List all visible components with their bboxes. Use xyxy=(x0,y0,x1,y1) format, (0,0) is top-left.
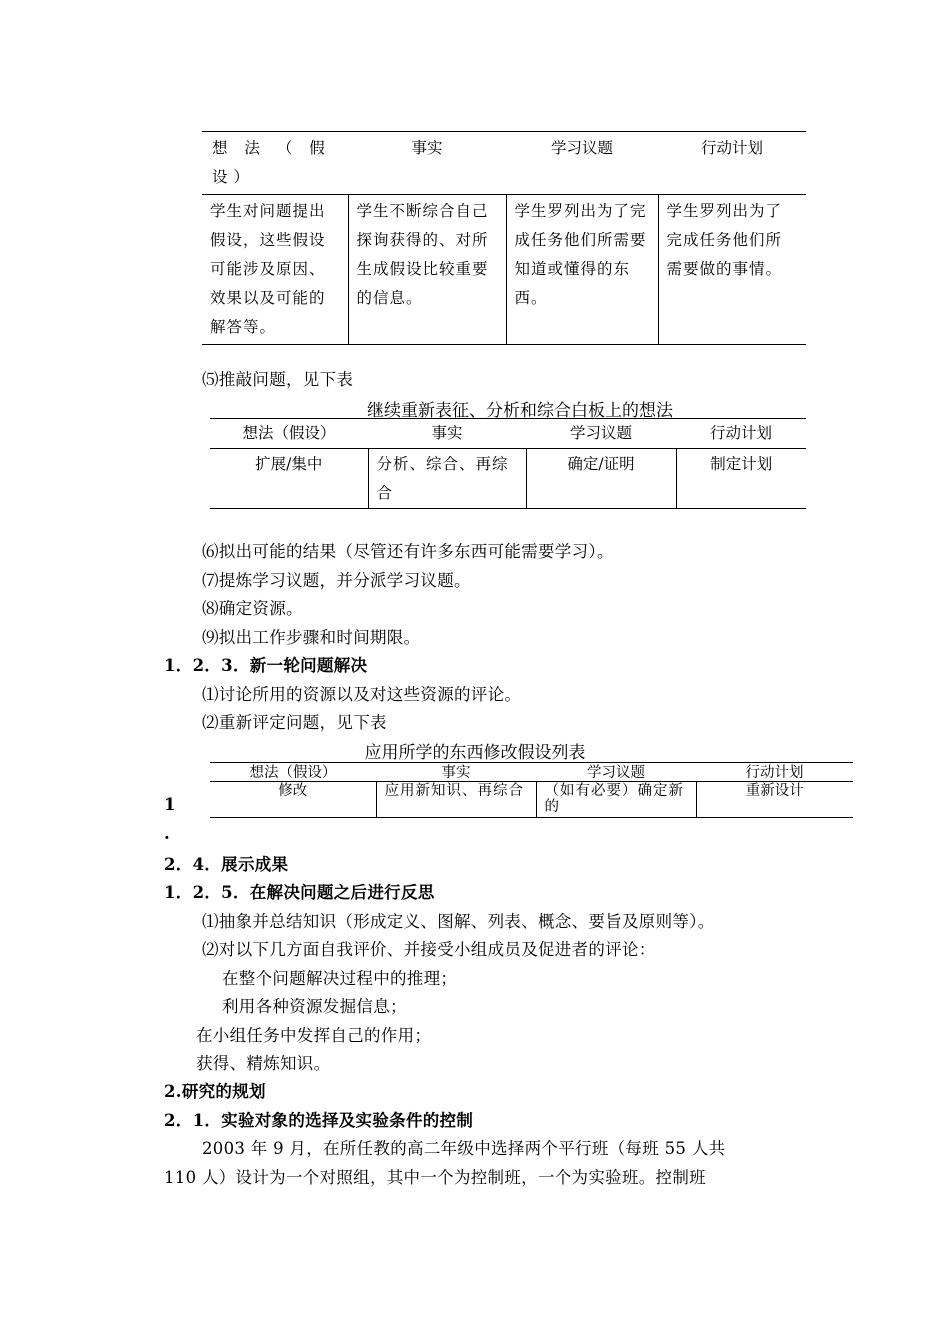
table1-cell-learning-issues: 学生罗列出为了完成任务他们所需要知道或懂得的东西。 xyxy=(506,195,658,345)
table1-header-action-plan: 行动计划 xyxy=(658,132,806,195)
table1-cell-facts: 学生不断综合自己探询获得的、对所生成假设比较重要的信息。 xyxy=(348,195,506,345)
table1-header-learning-issues: 学习议题 xyxy=(506,132,658,195)
heading-1-2-5: 1．2．5．在解决问题之后进行反思 xyxy=(164,883,435,902)
item-125-1: ⑴抽象并总结知识（形成定义、图解、列表、概念、要旨及原则等）。 xyxy=(202,912,715,931)
refine-table xyxy=(210,418,806,509)
table3-cell-learning-issues: （如有必要）确定新的 xyxy=(536,782,696,818)
sub-item-4: 获得、精炼知识。 xyxy=(196,1054,331,1073)
table2-cell-learning-issues: 确定/证明 xyxy=(526,449,676,509)
sub-item-2: 利用各种资源发掘信息； xyxy=(222,997,407,1016)
heading-2-1: 2．1．实验对象的选择及实验条件的控制 xyxy=(164,1111,474,1130)
item-9: ⑼拟出工作步骤和时间期限。 xyxy=(202,628,421,647)
table1-header-hypothesis: 想 法 （ 假 设） xyxy=(202,132,348,195)
table3-header-learning-issues: 学习议题 xyxy=(536,763,696,782)
item-6: ⑹拟出可能的结果（尽管还有许多东西可能需要学习）。 xyxy=(202,542,614,561)
table1-cell-hypothesis: 学生对问题提出假设，这些假设可能涉及原因、效果以及可能的解答等。 xyxy=(202,195,348,345)
table2-cell-hypothesis: 扩展/集中 xyxy=(210,449,368,509)
item-123-2: ⑵重新评定问题，见下表 xyxy=(202,713,387,732)
item-123-1: ⑴讨论所用的资源以及对这些资源的评论。 xyxy=(202,685,522,704)
table3-cell-hypothesis: 修改 xyxy=(210,782,376,818)
table3-cell-action-plan: 重新设计 xyxy=(696,782,853,818)
stray-dot: . xyxy=(164,824,171,843)
table2-header-action-plan: 行动计划 xyxy=(676,419,806,449)
table2-cell-facts: 分析、综合、再综合 xyxy=(368,449,526,509)
table1-cell-action-plan: 学生罗列出为了完成任务他们所需要做的事情。 xyxy=(658,195,806,345)
item-7: ⑺提炼学习议题，并分派学习议题。 xyxy=(202,571,471,590)
table2-cell-action-plan: 制定计划 xyxy=(676,449,806,509)
table3-header-facts: 事实 xyxy=(376,763,536,782)
table2-header-facts: 事实 xyxy=(368,419,526,449)
heading-2-4: 2．4．展示成果 xyxy=(164,855,289,874)
stray-number: 1 xyxy=(164,795,176,814)
item-8: ⑻确定资源。 xyxy=(202,599,303,618)
revise-table xyxy=(210,762,853,818)
paragraph-line-2: 110 人）设计为一个对照组，其中一个为控制班，一个为实验班。控制班 xyxy=(164,1168,706,1187)
sub-item-1: 在整个问题解决过程中的推理； xyxy=(222,969,458,988)
table3-cell-facts: 应用新知识、再综合 xyxy=(376,782,536,818)
table3-caption: 应用所学的东西修改假设列表 xyxy=(364,743,586,763)
table1-header-facts: 事实 xyxy=(348,132,506,195)
item-125-2: ⑵对以下几方面自我评价、并接受小组成员及促进者的评论： xyxy=(202,940,656,959)
table2-header-hypothesis: 想法（假设） xyxy=(210,419,368,449)
table3-header-hypothesis: 想法（假设） xyxy=(210,763,376,782)
heading-1-2-3: 1．2．3．新一轮问题解决 xyxy=(164,656,368,675)
heading-2: 2.研究的规划 xyxy=(164,1082,266,1101)
paragraph-line-1: 2003 年 9 月，在所任教的高二年级中选择两个平行班（每班 55 人共 xyxy=(202,1139,726,1158)
hypothesis-table xyxy=(202,131,806,345)
sub-item-3: 在小组任务中发挥自己的作用； xyxy=(196,1026,432,1045)
table2-header-learning-issues: 学习议题 xyxy=(526,419,676,449)
table2-caption: 继续重新表征、分析和综合白板上的想法 xyxy=(367,401,673,421)
table3-header-action-plan: 行动计划 xyxy=(696,763,853,782)
item-5: ⑸推敲问题，见下表 xyxy=(202,370,354,389)
